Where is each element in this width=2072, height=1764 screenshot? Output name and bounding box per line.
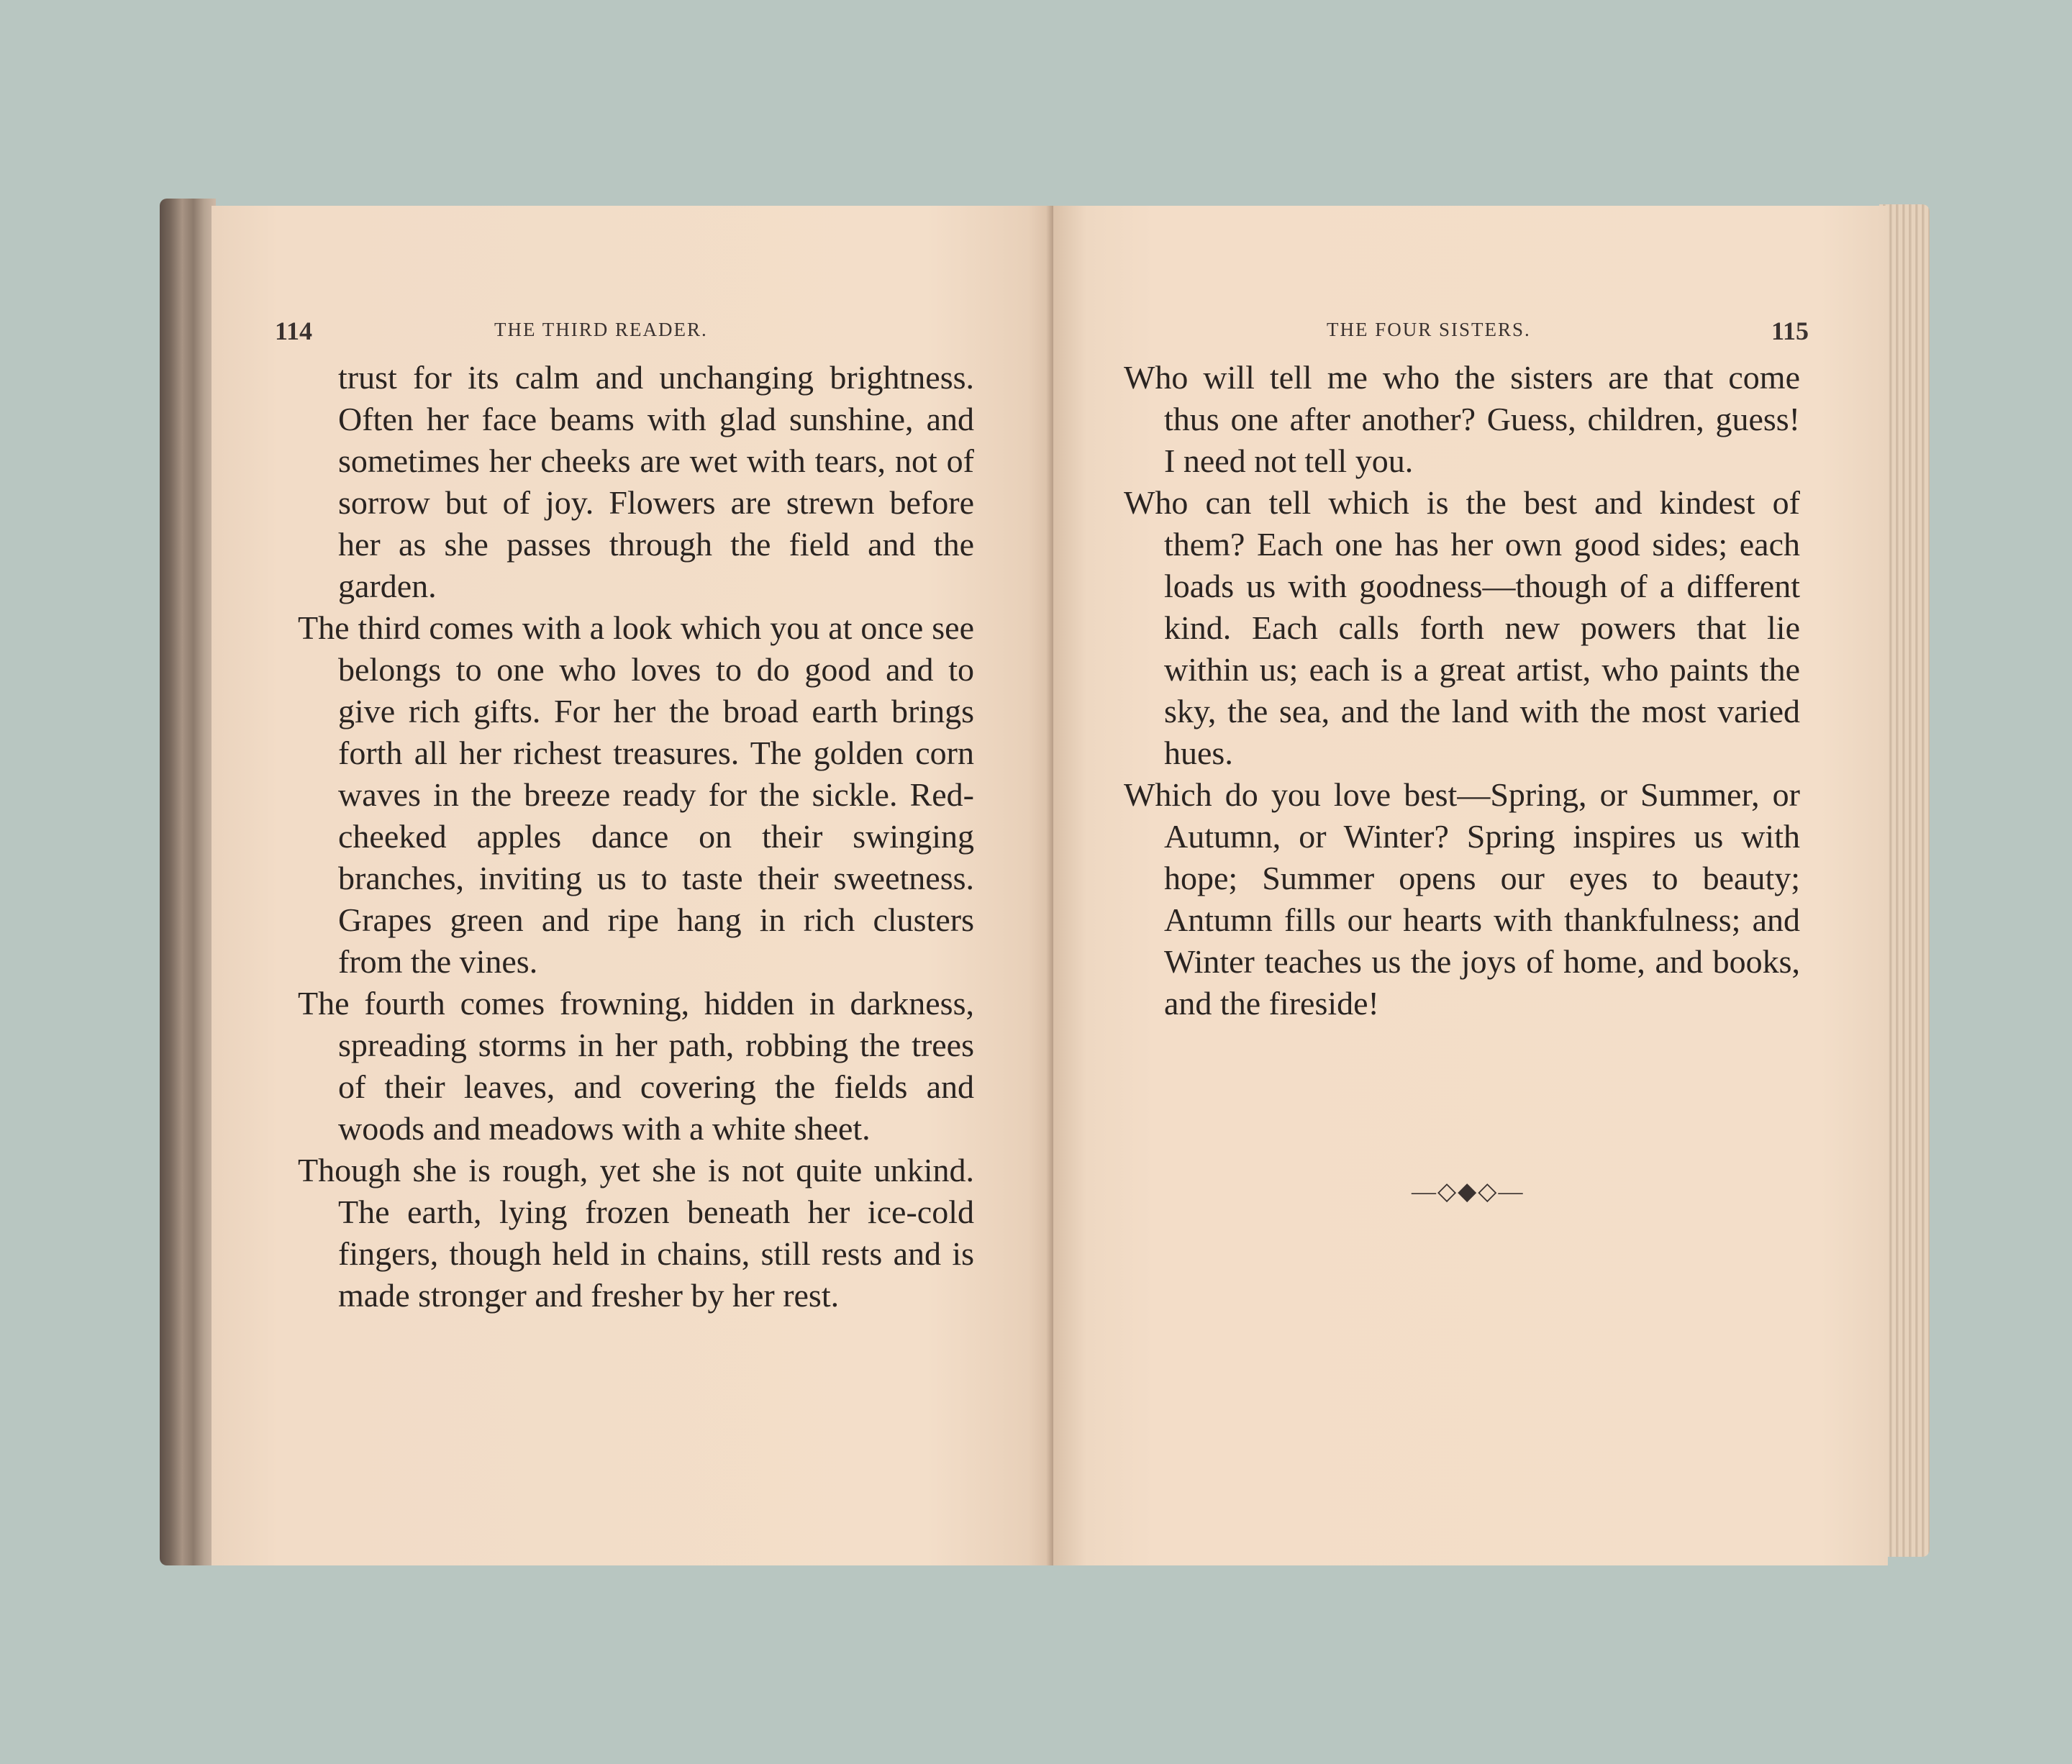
- left-page: [212, 206, 1053, 1565]
- left-running-title: THE THIRD READER.: [494, 319, 708, 340]
- left-running-head: [275, 316, 980, 345]
- right-folio: 115: [1771, 317, 1809, 345]
- right-page-text: [1124, 357, 1800, 1024]
- left-paragraph: Though she is rough, yet she is not quite unkind. The earth, lying frozen beneath her ice-cold fingers, though held in chains, still rests and is made stronger and fresher by her rest.: [298, 1152, 974, 1314]
- right-running-title: THE FOUR SISTERS.: [1327, 319, 1531, 340]
- section-ornament: —◇◆◇—: [1412, 1178, 1525, 1205]
- left-paragraph: The third comes with a look which you at once see belongs to one who loves to do good and to give rich gifts. For her the broad earth brings forth all her richest treasures. The golden corn waves in the breeze ready for the sickle. Red-cheeked apples dance on their swinging branches, inviting us to taste their sweetness. Grapes green and ripe hang in rich clusters from the vines.: [298, 609, 974, 980]
- left-page-text: [298, 357, 974, 1317]
- right-paragraph: Who will tell me who the sisters are that come thus one after another? Guess, children, guess! I need not tell you.: [1124, 359, 1800, 479]
- right-paragraph: Who can tell which is the best and kindest of them? Each one has her own good sides; each loads us with goodness—though of a different kind. Each calls forth new powers that lie within us; each is a great artist, who paints the sky, the sea, and the land with the most varied hues.: [1124, 484, 1800, 771]
- right-page: [1053, 206, 1888, 1565]
- open-book: [160, 194, 1930, 1583]
- left-paragraph: trust for its calm and unchanging brightness. Often her face beams with glad sunshine, and sometimes her cheeks are wet with tears, not of sorrow but of joy. Flowers are strewn before her as she passes through the field and the garden.: [338, 359, 974, 604]
- left-paragraph: The fourth comes frowning, hidden in darkness, spreading storms in her path, robbing the trees of their leaves, and covering the fields and woods and meadows with a white sheet.: [298, 985, 974, 1147]
- book-edge-left: [160, 199, 216, 1565]
- left-folio: 114: [275, 317, 313, 345]
- right-paragraph: Which do you love best—Spring, or Summer, or Autumn, or Winter? Spring inspires us with hope; Summer opens our eyes to beauty; Antumn fills our hearts with thankfulness; and Winter teaches us the joys of home, and books, and the fireside!: [1124, 776, 1800, 1022]
- right-running-head: [1118, 316, 1830, 345]
